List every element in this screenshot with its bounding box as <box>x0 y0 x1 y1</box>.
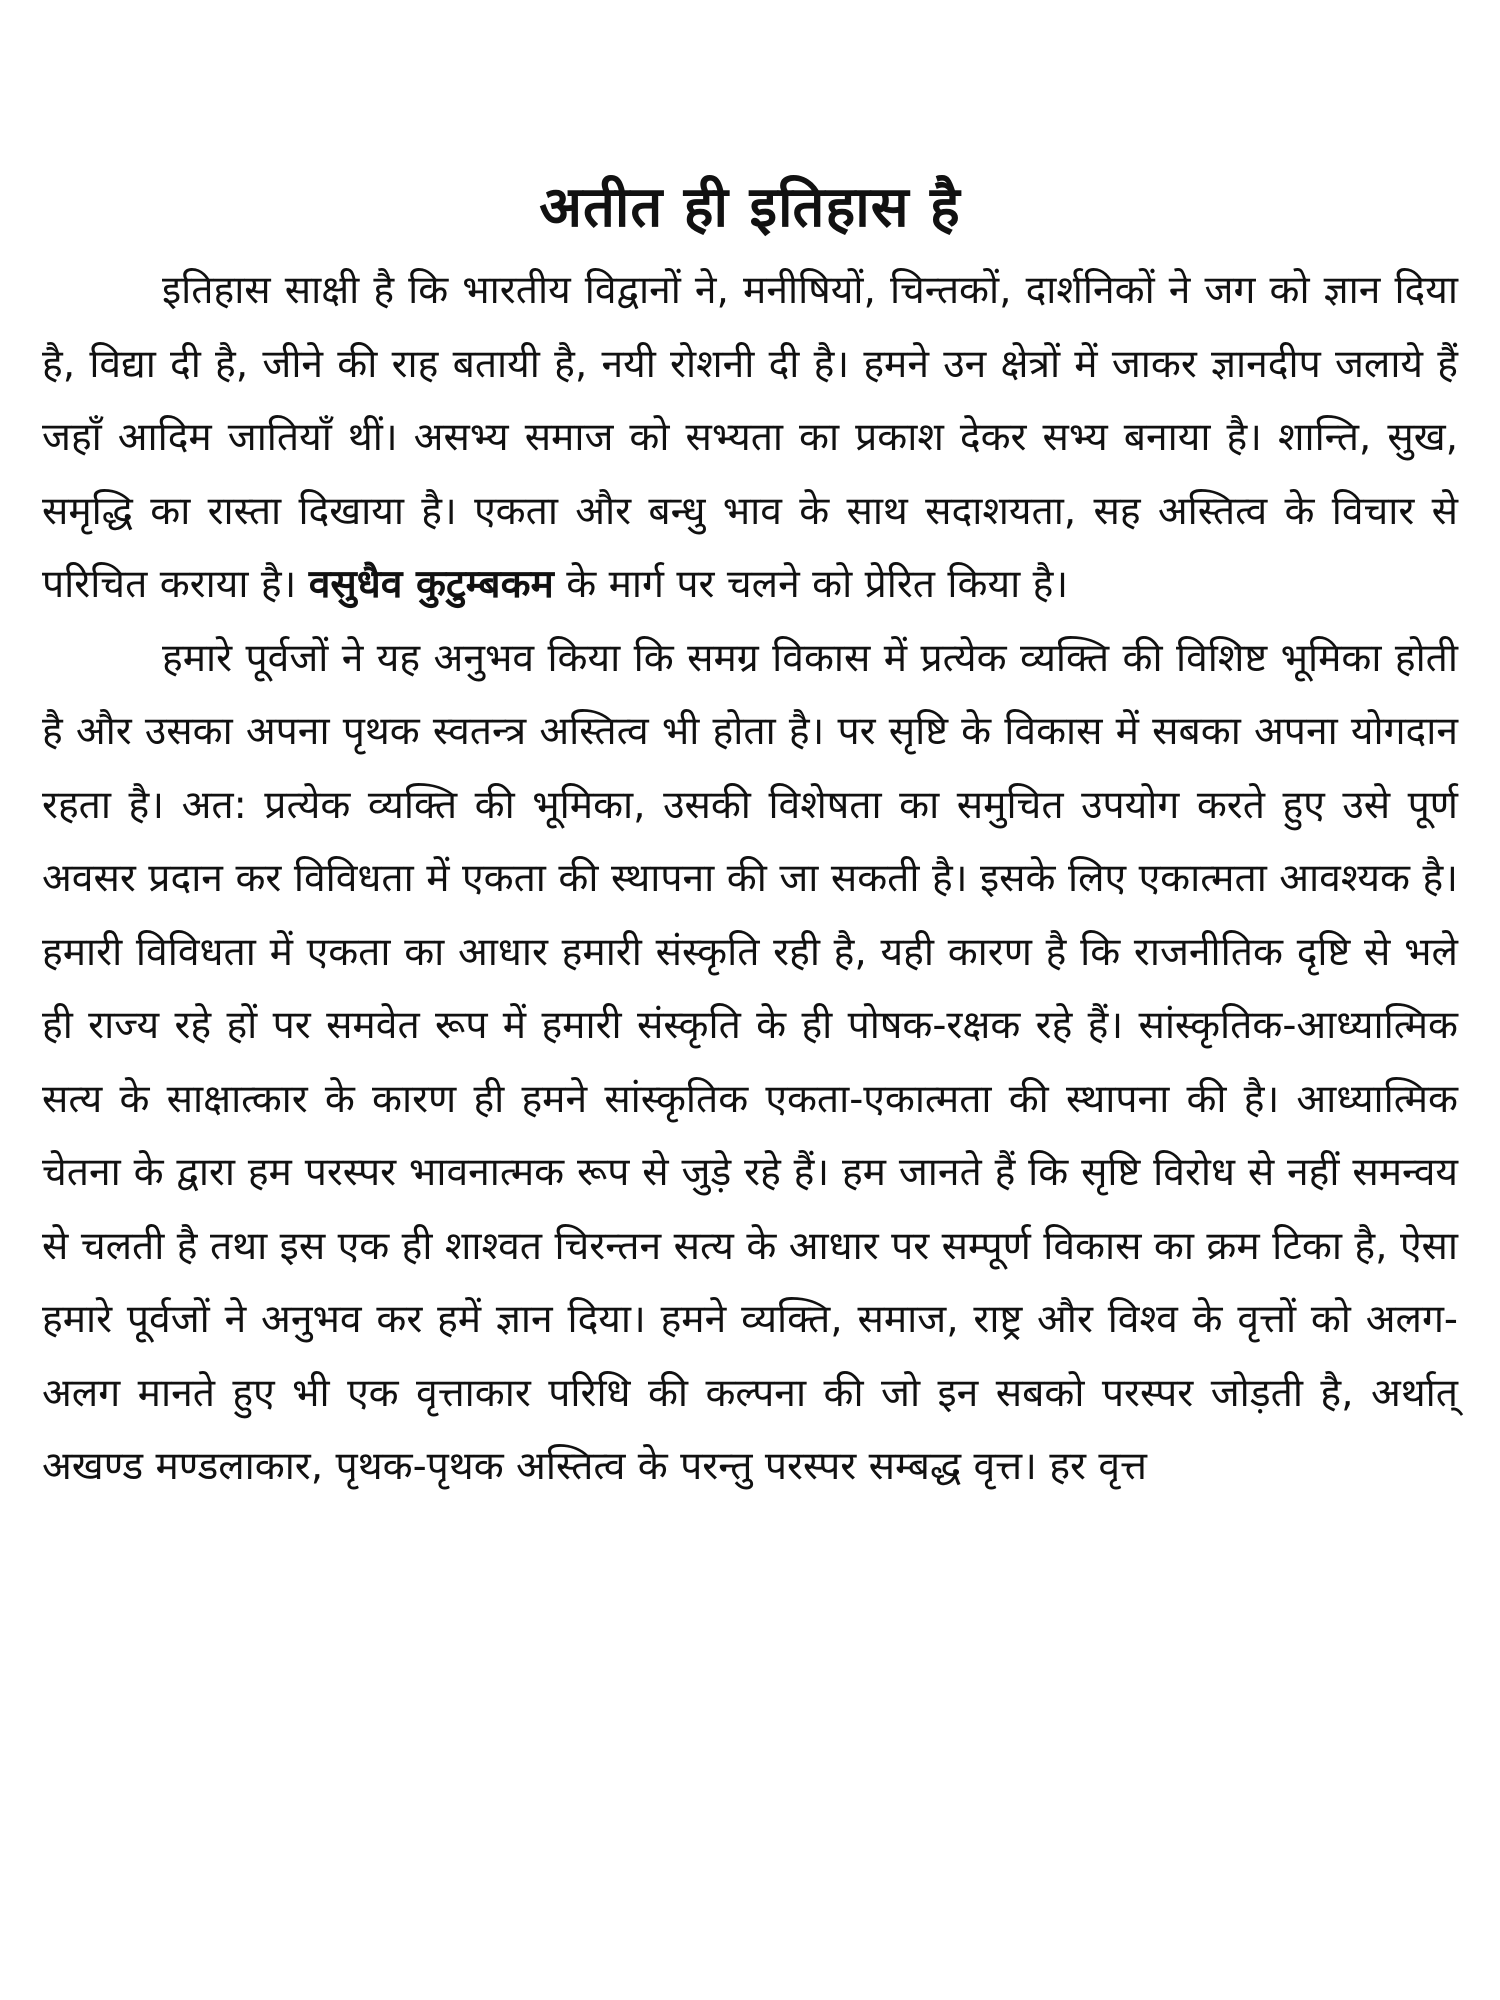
paragraph-2: हमारे पूर्वजों ने यह अनुभव किया कि समग्र विकास में प्रत्येक व्यक्ति की विशिष्ट भूमिका होती है और उसका अपना पृथक स्वतन्त्र अस्तित्व भी होता है। पर सृष्टि के विकास में सबका अपना योगदान रहता है। अत: प्रत्येक व्यक्ति की भूमिका, उसकी विशेषता का समुचित उपयोग करते हुए उसे पूर्ण अवसर प्रदान कर विविधता में एकता की स्थापना की जा सकती है। इसके लिए एकात्मता आवश्यक है। हमारी विविधता में एकता का आधार हमारी संस्कृति रही है, यही कारण है कि राजनीतिक दृष्टि से भले ही राज्य रहे हों पर समवेत रूप में हमारी संस्कृति के ही पोषक-रक्षक रहे हैं। सांस्कृतिक-आध्यात्मिक सत्य के साक्षात्कार के कारण ही हमने सांस्कृतिक एकता-एकात्मता की स्थापना की है। आध्यात्मिक चेतना के द्वारा हम परस्पर भावनात्मक रूप से जुड़े रहे हैं। हम जानते हैं कि सृष्टि विरोध से नहीं समन्वय से चलती है तथा इस एक ही शाश्वत चिरन्तन सत्य के आधार पर सम्पूर्ण विकास का क्रम टिका है, ऐसा हमारे पूर्वजों ने अनुभव कर हमें ज्ञान दिया। हमने व्यक्ति, समाज, राष्ट्र और विश्व के वृत्तों को अलग-अलग मानते हुए भी एक वृत्ताकार परिधि की कल्पना की जो इन सबको परस्पर जोड़ती है, अर्थात् अखण्ड मण्डलाकार, पृथक-पृथक अस्तित्व के परन्तु परस्पर सम्बद्ध वृत्त। हर वृत्त <box>42 635 1458 1489</box>
paragraph-1-text-before: इतिहास साक्षी है कि भारतीय विद्वानों ने, मनीषियों, चिन्तकों, दार्शनिकों ने जग को ज्ञान दिया है, विद्या दी है, जीने की राह बतायी है, नयी रोशनी दी है। हमने उन क्षेत्रों में जाकर ज्ञानदीप जलाये हैं जहाँ आदिम जातियाँ थीं। असभ्य समाज को सभ्यता का प्रकाश देकर सभ्य बनाया है। शान्ति, सुख, समृद्धि का रास्ता दिखाया है। एकता और बन्धु भाव के साथ सदाशयता, सह अस्तित्व के विचार से परिचित कराया है। <box>42 268 1458 607</box>
paragraph-1-bold-phrase: वसुधैव कुटुम्बकम <box>308 562 554 607</box>
paragraph-1 <box>42 254 1458 622</box>
page-title: अतीत ही इतिहास है <box>539 175 961 240</box>
body-text <box>42 254 1458 1504</box>
paragraph-1-text-after: के मार्ग पर चलने को प्रेरित किया है। <box>553 562 1069 607</box>
